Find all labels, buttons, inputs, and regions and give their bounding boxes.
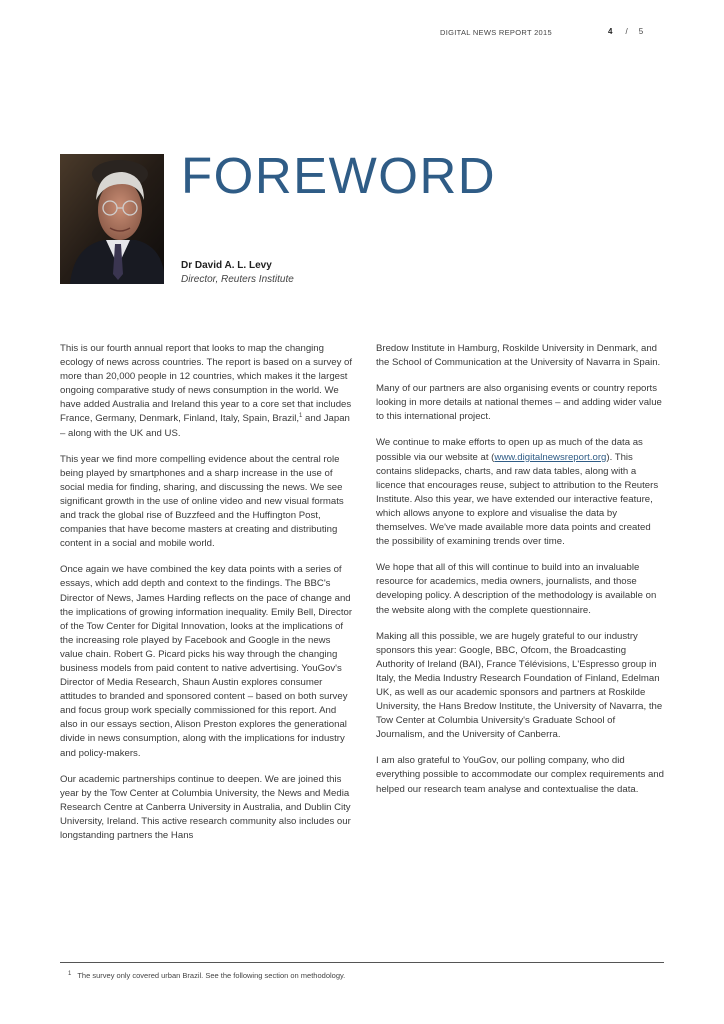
page-navigation <box>608 27 643 36</box>
paragraph: Many of our partners are also organising events or country reports looking in more details at national themes – and adding wider value to this international project. <box>376 383 662 423</box>
current-page-number[interactable]: 4 <box>608 27 613 36</box>
footnote-reference[interactable]: 1 <box>299 413 303 420</box>
paragraph-text: and Japan – along with the UK and US. <box>60 413 350 439</box>
paragraph: We hope that all of this will continue to build into an invaluable resource for academics, media owners, journalists, and those developing policy. A description of the methodology is available on the website along with the complete questionnaire. <box>376 562 657 616</box>
author-name: Dr David A. L. Levy <box>181 260 272 271</box>
paragraph-text: We continue to make efforts to open up as much of the data as possible via our website at ( <box>376 437 643 463</box>
footnote-divider <box>60 962 664 963</box>
footnote <box>68 971 345 980</box>
paragraph <box>376 436 666 549</box>
paragraph-text: ). This contains slidepacks, charts, and raw data tables, along with a licence that encourages reuse, subject to attribution to the Reuters Institute. Also this year, we have extended our interactive feature, which allows anyone to explore and visualise the data by themselves. We've made available more data points and created the possibility of examining trends over time. <box>376 451 659 548</box>
footnote-marker: 1 <box>68 971 72 977</box>
paragraph: Making all this possible, we are hugely grateful to our industry sponsors this year: Google, BBC, Ofcom, the Broadcasting Authority of Ireland (BAI), France Télévisions, L'Espresso group in Italy, the Media Industry Research Foundation of Finland, Edelman UK, as well as our academic sponsors and partners at Roskilde University, the Hans Bredow Institute, the University of Navarra, the Tow Center at Columbia University's Graduate School of Journalism, and the University of Canberra. <box>376 630 663 741</box>
author-photo <box>60 154 164 284</box>
right-column <box>376 342 666 809</box>
paragraph-text: This is our fourth annual report that looks to map the changing ecology of news across countries. The report is based on a survey of more than 20,000 people in 12 countries, which makes it the largest ongoing comparative study of news consumption in the world. We have added Australia and Ireland this year to a core set that includes France, Germany, Denmark, Finland, Italy, Spain, Brazil, <box>60 343 353 425</box>
paragraph: I am also grateful to YouGov, our polling company, who did everything possible to accommodate our complex requirements and helped our research team analyse and contextualise the data. <box>376 755 664 795</box>
author-role: Director, Reuters Institute <box>181 274 294 285</box>
report-title: DIGITAL NEWS REPORT 2015 <box>440 28 552 37</box>
footnote-text: The survey only covered urban Brazil. See the following section on methodology. <box>77 971 346 980</box>
paragraph <box>60 342 354 441</box>
next-page-number[interactable]: 5 <box>638 27 644 36</box>
page-separator: / <box>625 27 628 36</box>
paragraph: Once again we have combined the key data points with a series of essays, which add depth and context to the findings. The BBC's Director of News, James Harding reflects on the pace of change and the implications of growing information inequality. Emily Bell, Director of the Tow Center for Digital Innovation, looks at the implications of the increasing role played by Facebook and Google in the news value chain. Robert G. Picard picks his way through the changing business models from paid content to native advertising. YouGov's Director of Media Research, Shaun Austin explores consumer attitudes to branded and sponsored content – based on both survey and focus group work specially commissioned for this report. And also in our essays section, Alison Preston explores the generational divide in news consumption, along with the implications for industry and policy-makers. <box>60 564 353 759</box>
page-title: FOREWORD <box>181 147 497 204</box>
author-block <box>181 259 294 287</box>
paragraph: Bredow Institute in Hamburg, Roskilde University in Denmark, and the School of Communication at the University of Navarra in Spain. <box>376 343 661 369</box>
left-column <box>60 342 354 855</box>
website-link[interactable]: www.digitalnewsreport.org <box>494 451 607 463</box>
paragraph: This year we find more compelling evidence about the central role being played by smartphones and a sharp increase in the use of social media for finding, sharing, and discussing the news. We see significant growth in the use of online video and new visual formats and track the global rise of Buzzfeed and the Huffington Post, companies that have become masters at creating and distributing content in a social and mobile world. <box>60 453 344 550</box>
paragraph: Our academic partnerships continue to deepen. We are joined this year by the Tow Center at Columbia University, the News and Media Research Centre at Canberra University in Australia, and Dublin City University, Ireland. This active research community also includes our longstanding partners the Hans <box>60 773 351 841</box>
